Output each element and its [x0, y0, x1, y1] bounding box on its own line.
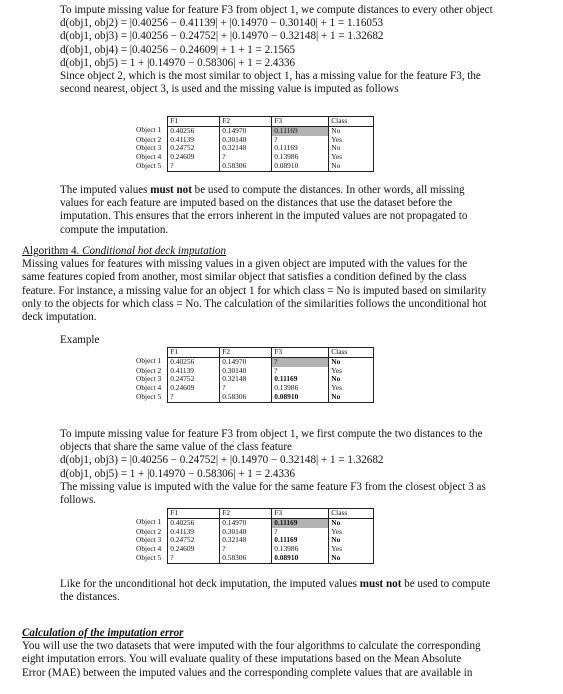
row-label: Object 1 — [136, 517, 162, 527]
distance-formula: d(obj1, obj3) = |0.40256 − 0.24752| + |0.14970 − 0.32148| + 1 = 1.32682 — [60, 30, 384, 43]
table-cell: 0.32148 — [220, 144, 272, 153]
row-label: Object 1 — [136, 356, 162, 366]
text-line: values for each feature are imputed based on the distances that use the dataset before the — [60, 197, 453, 210]
column-header: F3 — [272, 117, 329, 127]
text-line: same features copied from another, most similar object that satisfies a condition defined by the class — [22, 271, 467, 284]
table-cell: ? — [168, 554, 220, 563]
table-cell: Yes — [329, 136, 374, 145]
column-header: F2 — [220, 509, 272, 519]
table-row — [134, 162, 374, 171]
column-header: F3 — [272, 348, 329, 358]
row-label: Object 3 — [136, 535, 162, 545]
table-cell: 0.11169 — [272, 144, 329, 153]
column-header: F2 — [220, 348, 272, 358]
distance-formula: d(obj1, obj3) = |0.40256 − 0.24752| + |0.14970 − 0.32148| + 1 = 1.32682 — [60, 454, 384, 467]
table-cell: 0.30140 — [220, 528, 272, 537]
table-cell: 0.41139 — [168, 136, 220, 145]
text-line: To impute missing value for feature F3 from object 1, we compute distances to every other object — [60, 4, 493, 16]
column-header: F2 — [220, 117, 272, 127]
table-cell: Yes — [329, 153, 374, 162]
table-cell: 0.08910 — [272, 162, 329, 171]
text-line: compute the imputation. — [60, 223, 169, 236]
column-header: Class — [329, 348, 374, 358]
table-cell: No — [329, 518, 374, 527]
table-cell: 0.24609 — [168, 384, 220, 393]
table-cell: 0.24752 — [168, 375, 220, 384]
missing-cell: ? — [272, 357, 329, 366]
table-cell: 0.13986 — [272, 384, 329, 393]
table-cell: ? — [272, 528, 329, 537]
distance-formula: d(obj1, obj5) = 1 + |0.14970 − 0.58306| + 1 = 2.4336 — [60, 467, 296, 480]
text-line: Missing values for features with missing values in a given object are imputed with the values for the — [22, 258, 468, 271]
algorithm-prefix: Algorithm 4. — [22, 245, 83, 257]
table-cell: 0.58306 — [220, 554, 272, 563]
table-cell: 0.11169 — [272, 536, 329, 545]
text-line: You will use the two datasets that were imputed with the four algorithms to calculate the corresponding — [22, 640, 481, 653]
table-cell: Yes — [329, 528, 374, 537]
table-cell: No — [329, 393, 374, 402]
note-paragraph — [60, 184, 467, 237]
row-label: Object 5 — [136, 552, 162, 562]
table-conditional-missing — [134, 347, 374, 403]
table-cell: 0.14970 — [220, 126, 272, 135]
table-cell: Yes — [329, 384, 374, 393]
note-paragraph-2 — [60, 578, 490, 604]
text-line: imputation. This ensures that the errors inherent in the imputed values are not propagated to — [60, 210, 468, 223]
row-label: Object 4 — [136, 152, 162, 162]
table-cell: No — [329, 554, 374, 563]
table-cell: 0.08910 — [272, 393, 329, 402]
imputed-cell: 0.11169 — [272, 518, 329, 527]
column-header: Class — [329, 509, 374, 519]
table-conditional-imputed — [134, 508, 374, 564]
text-line: the distances. — [60, 591, 120, 604]
table-cell: 0.24609 — [168, 153, 220, 162]
table-cell: 0.32148 — [220, 536, 272, 545]
column-header: Class — [329, 117, 374, 127]
table-cell: ? — [272, 367, 329, 376]
table-cell: 0.24609 — [168, 545, 220, 554]
text-line: objects that share the same value of the class feature — [60, 441, 292, 454]
row-label: Object 5 — [136, 160, 162, 170]
table-cell: 0.13986 — [272, 545, 329, 554]
distance-formula: d(obj1, obj2) = |0.40256 − 0.41139| + |0.14970 − 0.30140| + 1 = 1.16053 — [60, 17, 384, 30]
distance-formula: d(obj1, obj4) = |0.40256 − 0.24609| + 1 + 1 = 2.1565 — [60, 43, 296, 56]
text-span: be used to compute — [401, 578, 491, 590]
table-cell: 0.32148 — [220, 375, 272, 384]
table-cell: 0.30140 — [220, 136, 272, 145]
table-cell: Yes — [329, 367, 374, 376]
table-cell: ? — [168, 162, 220, 171]
table-cell: ? — [272, 136, 329, 145]
table-cell: 0.58306 — [220, 393, 272, 402]
table-cell: 0.40256 — [168, 357, 220, 366]
row-label: Object 4 — [136, 383, 162, 393]
example-label: Example — [60, 334, 100, 346]
table-cell: ? — [220, 545, 272, 554]
column-header: F1 — [168, 117, 220, 127]
table-cell: No — [329, 126, 374, 135]
row-label: Object 1 — [136, 125, 162, 135]
row-label: Object 3 — [136, 143, 162, 153]
text-line: Error (MAE) between the imputed values and the corresponding complete values that are available in — [22, 666, 473, 679]
conditional-explanation — [60, 428, 486, 507]
text-line: To impute missing value for feature F3 from object 1, we first compute the two distances to the — [60, 428, 483, 440]
imputed-cell: 0.11169 — [272, 126, 329, 135]
distance-formula: d(obj1, obj5) = 1 + |0.14970 − 0.58306| + 1 = 2.4336 — [60, 56, 296, 69]
table-cell: 0.40256 — [168, 126, 220, 135]
imputation-error-section — [22, 627, 481, 680]
column-header: F1 — [168, 348, 220, 358]
text-line: Since object 2, which is the most similar to object 1, has a missing value for the feature F3, the — [60, 70, 481, 83]
table-cell: No — [329, 536, 374, 545]
row-label: Object 2 — [136, 365, 162, 375]
table-cell: 0.08910 — [272, 554, 329, 563]
table-cell: ? — [220, 153, 272, 162]
table-cell: No — [329, 375, 374, 384]
algorithm-4-section — [22, 245, 487, 324]
text-line: follows. — [60, 494, 97, 507]
row-label: Object 2 — [136, 526, 162, 536]
table-cell: 0.58306 — [220, 162, 272, 171]
row-label: Object 5 — [136, 391, 162, 401]
column-header: F3 — [272, 509, 329, 519]
intro-paragraph — [60, 4, 493, 96]
table-row — [134, 554, 374, 563]
row-label: Object 2 — [136, 134, 162, 144]
table-cell: 0.24752 — [168, 536, 220, 545]
emphasis-text: must not — [359, 578, 402, 590]
algorithm-title: Conditional hot deck imputation — [82, 245, 226, 257]
table-cell: 0.40256 — [168, 518, 220, 527]
table-unconditional-imputed — [134, 116, 374, 172]
text-line: deck imputation. — [22, 311, 97, 324]
table-cell: 0.14970 — [220, 357, 272, 366]
row-label: Object 4 — [136, 544, 162, 554]
emphasis-text: must not — [150, 184, 192, 196]
text-line: eight imputation errors. You will evaluate quality of these imputations based on the Mean Absolute — [22, 653, 462, 666]
table-cell: ? — [168, 393, 220, 402]
table-cell: No — [329, 357, 374, 366]
table-cell: 0.13986 — [272, 153, 329, 162]
table-cell: 0.24752 — [168, 144, 220, 153]
table-cell: 0.41139 — [168, 367, 220, 376]
text-line: second nearest, object 3, is used and the missing value is imputed as follows — [60, 83, 399, 96]
table-cell: No — [329, 162, 374, 171]
text-span: be used to compute the distances. In other words, all missing — [191, 184, 465, 196]
text-line: only to the objects for which class = No. The calculation of the similarities follows the unconditional hot — [22, 297, 487, 310]
table-cell: No — [329, 144, 374, 153]
table-cell: 0.30140 — [220, 367, 272, 376]
row-label: Object 3 — [136, 374, 162, 384]
column-header: F1 — [168, 509, 220, 519]
section-heading: Calculation of the imputation error — [22, 627, 184, 639]
table-cell: 0.41139 — [168, 528, 220, 537]
table-cell: 0.11169 — [272, 375, 329, 384]
text-line: The missing value is imputed with the value for the same feature F3 from the closest object 3 as — [60, 480, 486, 493]
text-span: The imputed values — [60, 184, 151, 196]
table-cell: Yes — [329, 545, 374, 554]
text-span: Like for the unconditional hot deck imputation, the imputed values — [60, 578, 360, 590]
table-row — [134, 393, 374, 402]
table-cell: ? — [220, 384, 272, 393]
table-cell: 0.14970 — [220, 518, 272, 527]
text-line: feature. For instance, a missing value for an object 1 for which class = No is imputed based on similarity — [22, 284, 487, 297]
